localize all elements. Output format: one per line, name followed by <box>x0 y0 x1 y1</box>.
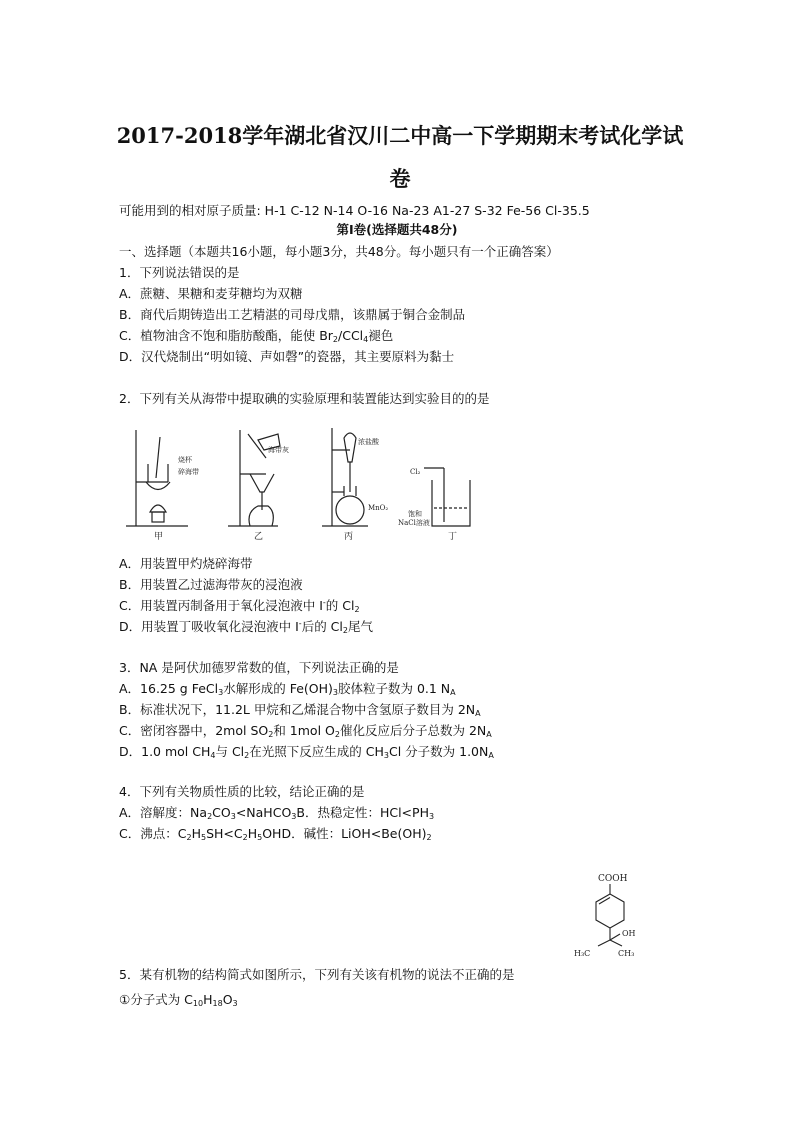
q2-c-text2: 的 Cl <box>325 598 355 613</box>
label-mno2: MnO₂ <box>368 504 389 512</box>
label-ding: 丁 <box>448 532 458 542</box>
q1-option-a: A．蔗糖、果糖和麦芽糖均为双糖 <box>119 286 303 301</box>
q3-c-sub: 2 <box>268 730 274 739</box>
label-saturated: 饱和 <box>408 510 422 518</box>
q1-option-b: B．商代后期铸造出工艺精湛的司母戊鼎，该鼎属于铜合金制品 <box>119 307 466 322</box>
q4-options-ab <box>119 804 434 822</box>
label-cl2: Cl₂ <box>410 468 421 476</box>
section-title: 第Ⅰ卷(选择题共48分) <box>336 222 458 237</box>
q4-a-sub: 2 <box>207 812 213 821</box>
label-kelp: 碎海带 <box>178 468 199 476</box>
q3-c-text: C．密闭容器中，2mol SO <box>119 723 269 738</box>
exam-title-continued: 卷 <box>389 166 411 191</box>
q2-c-sup: - <box>322 598 326 607</box>
q3-option-a <box>119 680 456 698</box>
q5-item1-text3: O <box>222 992 233 1007</box>
q3-c-text3: 催化反应后分子总数为 2N <box>339 723 487 738</box>
q3-d-text4: Cl 分子数为 1.0N <box>388 744 489 759</box>
q3-b-text: B．标准状况下，11.2L 甲烷和乙烯混合物中含氢原子数目为 2N <box>119 702 476 717</box>
q1-c-text3: 褪色 <box>368 328 394 343</box>
q4-d-sub: 2 <box>426 833 432 842</box>
q3-option-c <box>119 722 492 740</box>
q4-a-text2: CO <box>212 805 231 820</box>
q2-stem: 2．下列有关从海带中提取碘的实验原理和装置能达到实验目的的是 <box>119 391 490 406</box>
q1-c-text2: /CCl <box>338 328 364 343</box>
q3-option-d <box>119 743 494 761</box>
q4-a-text3: <NaHCO <box>235 805 292 820</box>
q1-c-sub: 2 <box>332 335 339 344</box>
q4-d-text: OHD．碱性：LiOH<Be(OH) <box>262 826 427 841</box>
q5-item1-text2: H <box>203 992 213 1007</box>
q3-c-text2: 和 1mol O <box>273 723 335 738</box>
q4-a-text: A．溶解度：Na <box>119 805 208 820</box>
q1-c-text: C．植物油含不饱和脂肪酸酯，能使 Br <box>119 328 333 343</box>
q2-c-text: C．用装置丙制备用于氧化浸泡液中 I <box>119 598 323 613</box>
q2-c-sub: 2 <box>354 605 360 614</box>
q3-d-sub4: A <box>488 751 494 760</box>
exam-title: 2017-2018学年湖北省汉川二中高一下学期期末考试化学试 <box>116 123 684 148</box>
q3-a-sub3: A <box>450 688 456 697</box>
q5-item1-sub2: 18 <box>212 999 223 1008</box>
q4-options-cd <box>119 825 432 843</box>
q3-option-b <box>119 701 481 719</box>
q4-c-sub2: 5 <box>200 833 207 842</box>
q4-a-sub3: 3 <box>291 812 297 821</box>
lab-apparatus-figure <box>118 422 478 542</box>
q2-option-d <box>119 618 373 636</box>
label-beaker: 烧杯 <box>178 456 192 464</box>
label-jia: 甲 <box>154 532 164 542</box>
q5-stem: 5．某有机物的结构简式如图所示，下列有关该有机物的说法不正确的是 <box>119 967 515 982</box>
q2-d-text: D．用装置丁吸收氧化浸泡液中 I <box>119 619 299 634</box>
section-instructions: 一、选择题（本题共16小题，每小题3分，共48分。每小题只有一个正确答案） <box>119 244 559 259</box>
q1-option-d: D．汉代烧制出“明如镜、声如磬”的瓷器，其主要原料为黏士 <box>119 349 455 364</box>
q4-c-text3: SH<C <box>206 826 243 841</box>
q4-b-sub: 3 <box>428 812 435 821</box>
organic-structure-figure <box>560 870 640 970</box>
q2-option-c <box>119 597 360 615</box>
q4-c-text: C．沸点：C <box>119 826 187 841</box>
q3-a-sub: 3 <box>218 688 224 697</box>
label-nacl-solution: NaCl溶液 <box>398 519 430 527</box>
q4-c-sub4: 5 <box>257 833 263 842</box>
q3-a-text2: 水解形成的 Fe(OH) <box>223 681 333 696</box>
q4-stem: 4．下列有关物质性质的比较，结论正确的是 <box>119 784 365 799</box>
label-kelp-ash: 海带灰 <box>268 446 289 454</box>
q3-d-sub2: 2 <box>244 751 250 760</box>
q4-a-sub2: 3 <box>230 812 236 821</box>
label-yi: 乙 <box>254 532 264 542</box>
label-cooh: COOH <box>598 874 628 884</box>
atomic-masses: 可能用到的相对原子质量: H-1 C-12 N-14 O-16 Na-23 A1-27 S-32 Fe-56 Cl-35.5 <box>119 203 590 218</box>
q4-b-text: B．热稳定性：HCl<PH <box>296 805 429 820</box>
q2-option-b: B．用装置乙过滤海带灰的浸泡液 <box>119 577 303 592</box>
q2-option-a: A．用装置甲灼烧碎海带 <box>119 556 253 571</box>
q3-d-text3: 在光照下反应生成的 CH <box>249 744 384 759</box>
label-ch3: CH₃ <box>618 949 635 958</box>
label-h3c: H₃C <box>574 949 591 958</box>
q3-a-text3: 胶体粒子数为 0.1 N <box>337 681 451 696</box>
label-bing: 丙 <box>344 532 354 542</box>
q2-d-sup: - <box>298 619 302 628</box>
q3-d-sub: 4 <box>210 751 216 760</box>
q1-stem: 1．下列说法错误的是 <box>119 265 240 280</box>
q1-option-c <box>119 327 393 345</box>
q4-c-sub: 2 <box>186 833 192 842</box>
q3-d-sub3: 3 <box>383 751 389 760</box>
q2-d-text2: 后的 Cl <box>301 619 343 634</box>
q5-item1-sub: 10 <box>192 999 204 1008</box>
q1-c-sub2: 4 <box>363 335 369 344</box>
q3-a-text: A．16.25 g FeCl <box>119 681 219 696</box>
q5-item1-text: ①分子式为 C <box>119 992 193 1007</box>
label-oh: OH <box>622 929 636 938</box>
q3-a-sub2: 3 <box>332 688 338 697</box>
q5-item-1 <box>119 991 238 1009</box>
q3-c-sub3: A <box>486 730 492 739</box>
q3-stem: 3．NA 是阿伏加德罗常数的值，下列说法正确的是 <box>119 660 399 675</box>
q3-b-sub: A <box>475 709 481 718</box>
q3-d-text2: 与 Cl <box>215 744 245 759</box>
q4-c-text4: H <box>247 826 258 841</box>
q3-d-text: D．1.0 mol CH <box>119 744 211 759</box>
q3-c-sub2: 2 <box>334 730 340 739</box>
label-conc-hcl: 浓盐酸 <box>358 438 379 446</box>
q5-item1-sub3: 3 <box>232 999 238 1008</box>
q4-c-sub3: 2 <box>242 833 248 842</box>
q2-d-text3: 尾气 <box>347 619 373 634</box>
q4-c-text2: H <box>191 826 201 841</box>
q2-d-sub: 2 <box>342 626 348 635</box>
